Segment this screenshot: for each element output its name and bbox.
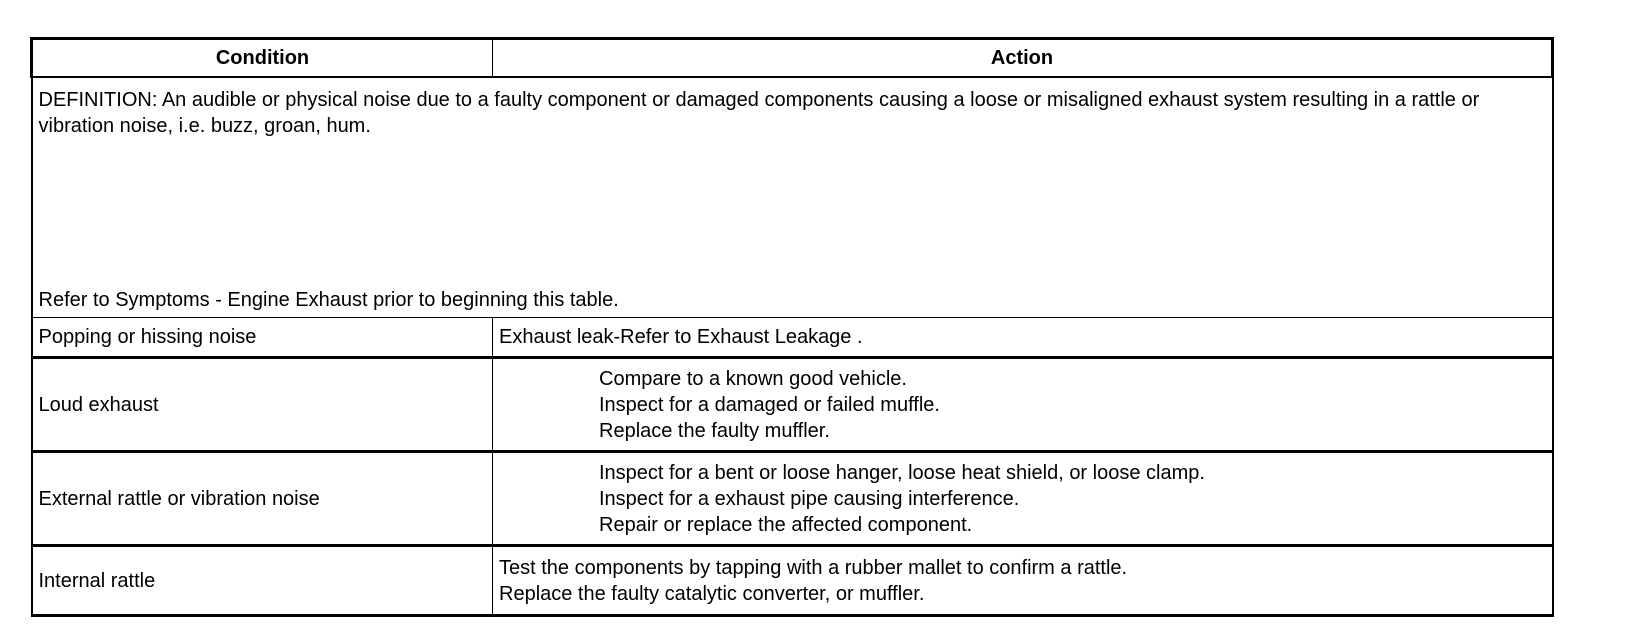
action-header: Action xyxy=(493,39,1553,78)
action-item: Compare to a known good vehicle. xyxy=(599,367,907,390)
action-cell xyxy=(493,358,1553,452)
action-item: Repair or replace the affected component. xyxy=(599,513,973,536)
condition-cell: Internal rattle xyxy=(32,546,493,616)
diagnostic-table xyxy=(30,37,1554,617)
table-row xyxy=(32,318,1553,358)
definition-cell xyxy=(32,77,1553,318)
action-cell xyxy=(493,546,1553,616)
condition-cell: External rattle or vibration noise xyxy=(32,452,493,546)
action-item: Inspect for a exhaust pipe causing interference. xyxy=(599,487,1020,510)
action-list xyxy=(499,366,1546,444)
action-list xyxy=(499,460,1546,538)
action-list xyxy=(499,555,1546,607)
action-item: Replace the faulty muffler. xyxy=(599,419,830,442)
table-row xyxy=(32,358,1553,452)
action-item: Exhaust leak-Refer to Exhaust Leakage . xyxy=(499,326,863,348)
action-item: Test the components by tapping with a rubber mallet to confirm a rattle. xyxy=(499,556,1128,579)
action-item: Inspect for a damaged or failed muffle. xyxy=(599,393,940,416)
table-row xyxy=(32,546,1553,616)
condition-header: Condition xyxy=(32,39,493,78)
action-item: Replace the faulty catalytic converter, or muffler. xyxy=(499,582,925,605)
action-cell xyxy=(493,318,1553,358)
table-row xyxy=(32,452,1553,546)
reference-note: Refer to Symptoms - Engine Exhaust prior to beginning this table. xyxy=(38,289,619,311)
condition-cell: Loud exhaust xyxy=(32,358,493,452)
definition-row xyxy=(32,77,1553,318)
action-cell xyxy=(493,452,1553,546)
condition-cell: Popping or hissing noise xyxy=(32,318,493,358)
definition-text: DEFINITION: An audible or physical noise due to a faulty component or damaged components causing a loose or misaligned exhaust system resulting in a rattle or vibration noise, i.e. buzz, groan, hum. xyxy=(38,89,1480,137)
action-list xyxy=(499,324,1546,350)
action-item: Inspect for a bent or loose hanger, loose heat shield, or loose clamp. xyxy=(599,461,1205,484)
header-row xyxy=(32,39,1553,78)
